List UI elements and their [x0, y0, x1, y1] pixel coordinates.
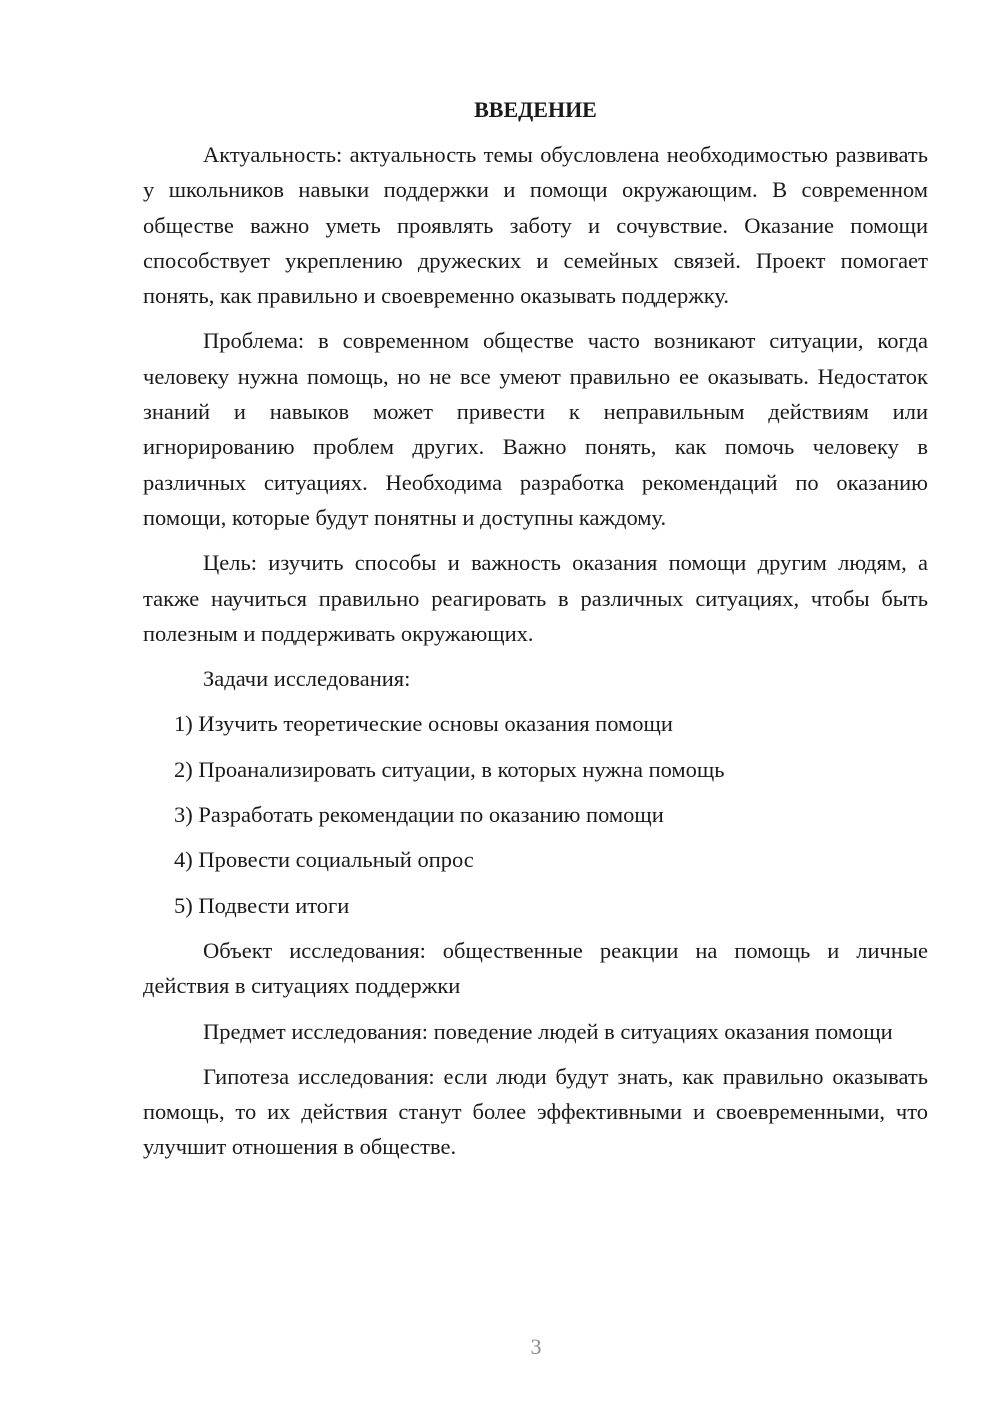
task-item: 3) Разработать рекомендации по оказанию помощи [174, 802, 664, 828]
task-item: 1) Изучить теоретические основы оказания помощи [174, 711, 673, 737]
task-item: 5) Подвести итоги [174, 892, 350, 918]
tasks-title: Задачи исследования: [203, 666, 411, 692]
tasks-list [143, 706, 928, 922]
problem-paragraph: Проблема: в современном обществе часто возникают ситуации, когда человеку нужна помощь, но не все умеют правильно ее оказывать. Недостаток знаний и навыков может привести к неправильным действиям или игнорированию проблем других. Важно понять, как помочь человеку в различных ситуациях. Необходима разработка рекомендаций по оказанию помощи, которые будут понятны и доступны каждому. [143, 328, 928, 530]
object-paragraph: Объект исследования: общественные реакции на помощь и личные действия в ситуациях поддержки [143, 937, 928, 999]
goal-paragraph: Цель: изучить способы и важность оказания помощи другим людям, а также научиться правильно реагировать в различных ситуациях, чтобы быть полезным и поддерживать окружающих. [143, 550, 928, 646]
subject-paragraph: Предмет исследования: поведение людей в ситуациях оказания помощи [203, 1018, 893, 1044]
section-heading: ВВЕДЕНИЕ [474, 97, 597, 122]
hypothesis-paragraph: Гипотеза исследования: если люди будут знать, как правильно оказывать помощь, то их действия станут более эффективными и своевременными, что улучшит отношения в обществе. [143, 1063, 928, 1160]
task-item: 2) Проанализировать ситуации, в которых нужна помощь [174, 756, 725, 782]
document-page [143, 93, 928, 1175]
relevance-paragraph: Актуальность: актуальность темы обусловлена необходимостью развивать у школьников навыки поддержки и помощи окружающим. В современном обществе важно уметь проявлять заботу и сочувствие. Оказание помощи способствует укреплению дружеских и семейных связей. Проект помогает понять, как правильно и своевременно оказывать поддержку. [143, 142, 928, 309]
page-number: 3 [530, 1334, 542, 1359]
task-item: 4) Провести социальный опрос [174, 847, 474, 873]
